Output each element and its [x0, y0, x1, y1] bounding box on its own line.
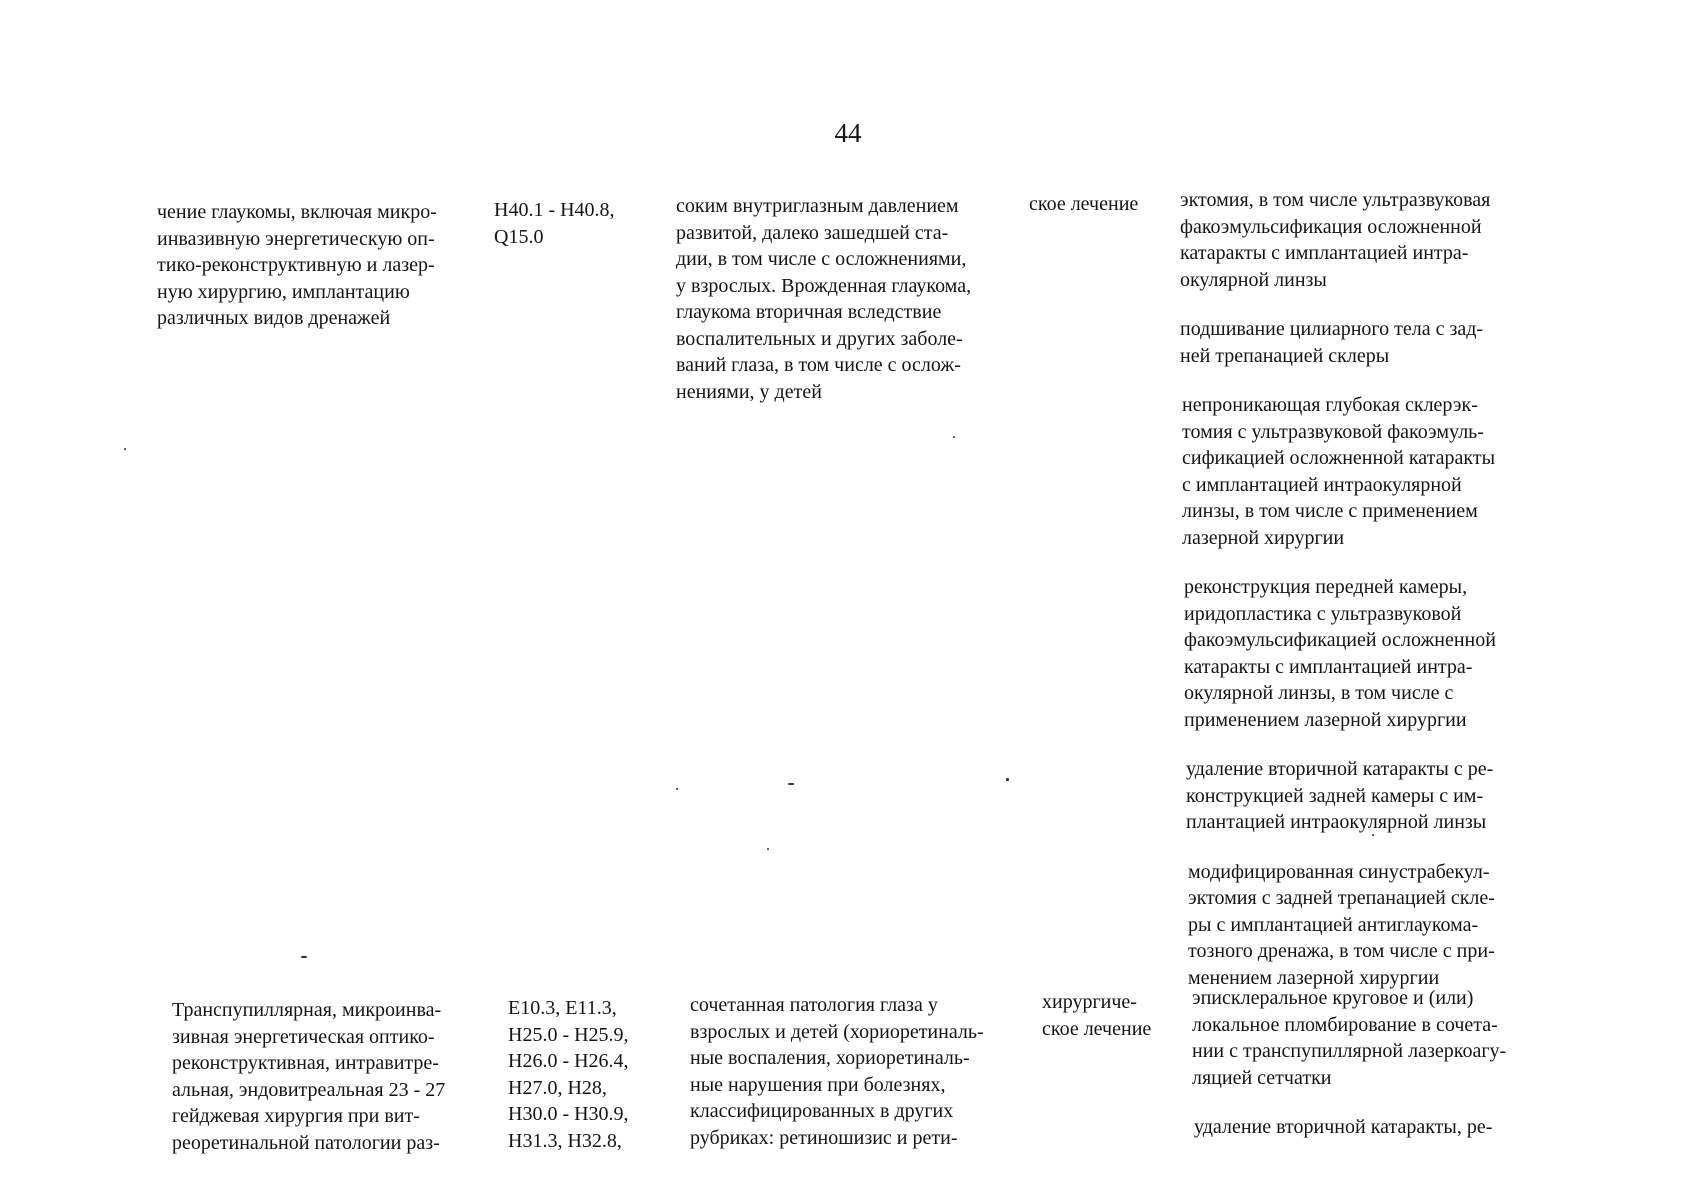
page-number: 44 — [834, 118, 862, 148]
scan-speck — [676, 788, 678, 790]
procedure-item: непроникающая глубокая склерэк- томия с ультразвуковой факоэмуль- сификацией осложненной катаракты с имплантацией интраокулярной линзы, в том числе с применением лазерной хирургии — [1182, 394, 1496, 549]
scan-speck — [1372, 834, 1374, 836]
procedure-item: эписклеральное круговое и (или) локальное пломбирование в сочета- нии с транспупиллярной лазеркоагу- ляцией сетчатки — [1192, 987, 1507, 1089]
scan-speck — [788, 783, 794, 785]
row1-codes-cell: H40.1 - H40.8, Q15.0 — [494, 199, 615, 248]
procedure-item: модифицированная синустрабекул- эктомия с задней трепанацией скле- ры с имплантацией антиглаукома- тозного дренажа, в том числе с при- менением лазерной хирургии — [1188, 860, 1495, 989]
procedure-item: реконструкция передней камеры, иридопластика с ультразвуковой факоэмульсификацией осложненной катаракты с имплантацией интра- окулярной линзы, в том числе с применением лазерной хирургии — [1184, 576, 1496, 731]
row1-procedures — [1180, 187, 1580, 1014]
scan-speck — [767, 848, 769, 850]
row2-procedures — [1192, 985, 1592, 1164]
scan-speck — [953, 436, 955, 438]
row1-treatment-cell: ское лечение — [1029, 193, 1139, 215]
row2-model-cell: сочетанная патология глаза у взрослых и детей (хориоретиналь- ные воспаления, хориоретиналь- ные нарушения при болезнях, классифицированных в других рубриках: ретиношизис и рети- — [690, 994, 984, 1149]
row2-name-cell: Транспупиллярная, микроинва- зивная энергетическая оптико- реконструктивная, интравитре- альная, эндовитреальная 23 - 27 гейджевая хирургия при вит- реоретинальной патологии раз- — [172, 999, 446, 1154]
row2-codes-cell: E10.3, E11.3, H25.0 - H25.9, H26.0 - H26.4, H27.0, H28, H30.0 - H30.9, H31.3, H32.8, — [508, 997, 629, 1152]
scan-speck — [301, 956, 307, 958]
procedure-item: удаление вторичной катаракты с ре- конструкцией задней камеры с им- плантацией интраокулярной линзы — [1186, 758, 1494, 833]
row2-treatment-cell: хирургиче- ское лечение — [1042, 991, 1152, 1040]
procedure-item: эктомия, в том числе ультразвуковая факоэмульсификация осложненной катаракты с имплантацией интра- окулярной линзы — [1180, 189, 1491, 291]
scan-speck — [1006, 778, 1009, 781]
row1-name-cell: чение глаукомы, включая микро- инвазивную энергетическую оп- тико-реконструктивную и лазер- ную хирургию, имплантацию различных видов дренажей — [157, 201, 437, 329]
procedure-item: удаление вторичной катаракты, ре- — [1194, 1116, 1493, 1138]
scan-speck — [124, 448, 126, 450]
procedure-item: подшивание цилиарного тела с зад- ней трепанацией склеры — [1180, 318, 1484, 367]
row1-model-cell: соким внутриглазным давлением развитой, далеко зашедшей ста- дии, в том числе с осложнениями, у взрослых. Врожденная глаукома, глаукома вторичная вследствие воспалительных и других заболе- ваний глаза, в том числе с ослож- нениями, у детей — [676, 195, 972, 403]
